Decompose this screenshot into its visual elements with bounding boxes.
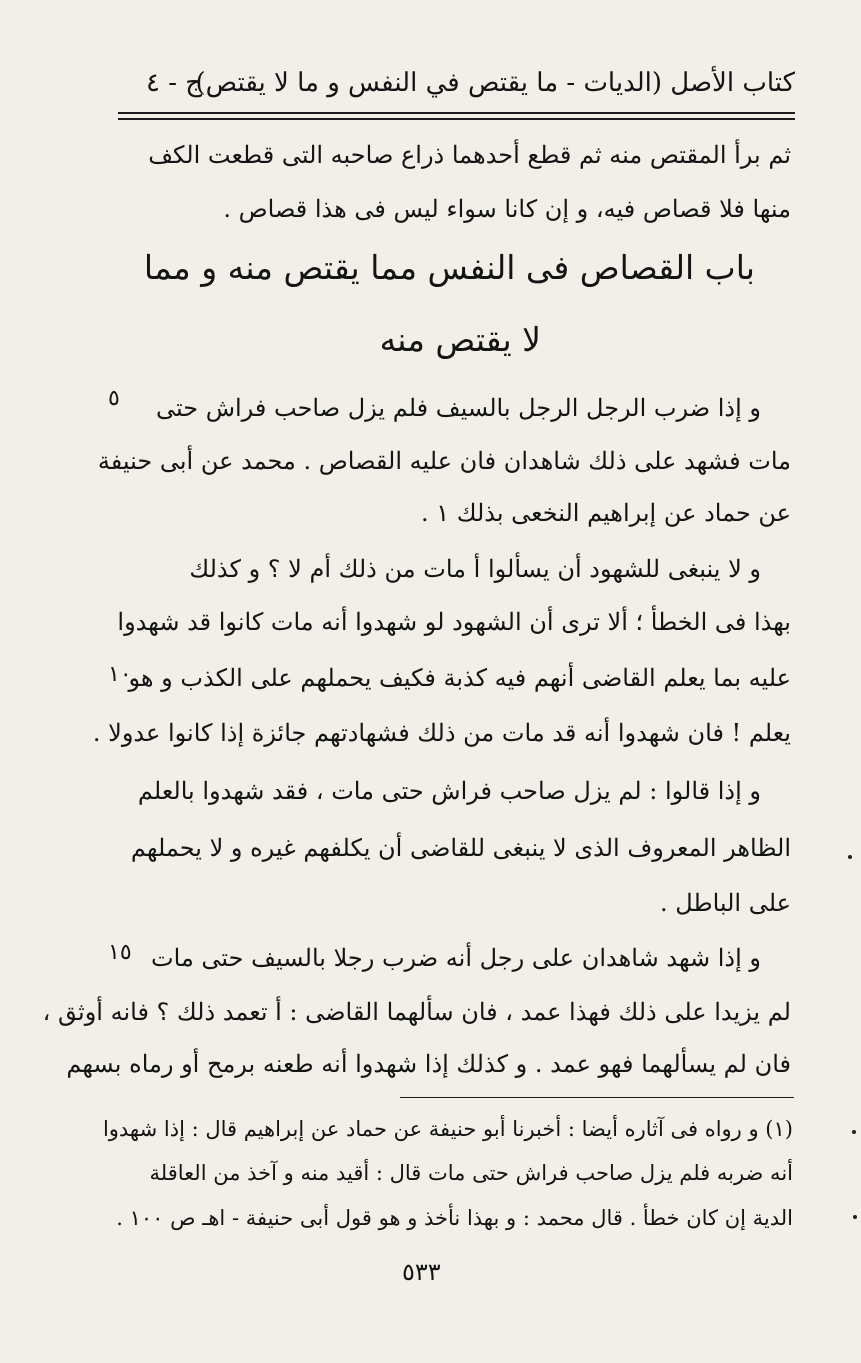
- print-speck: [853, 1215, 857, 1219]
- running-header: [118, 62, 795, 106]
- text-line: لم يزيدا على ذلك فهذا عمد ، فان سألهما القاضى : أ تعمد ذلك ؟ فانه أوثق ،: [42, 998, 791, 1026]
- line-number: ١٥: [108, 940, 132, 965]
- text-line: و إذا قالوا : لم يزل صاحب فراش حتى مات ، فقد شهدوا بالعلم: [137, 777, 761, 805]
- text-line: عن حماد عن إبراهيم النخعى بذلك ١ .: [420, 499, 791, 527]
- text-line: على الباطل .: [660, 889, 791, 917]
- text-line: مات فشهد على ذلك شاهدان فان عليه القصاص . محمد عن أبى حنيفة: [97, 447, 791, 475]
- footnote-line: الدية إن كان خطأ . قال محمد : و بهذا نأخذ و هو قول أبى حنيفة - اهـ ص ١٠٠ .: [116, 1206, 793, 1230]
- text-line: ثم برأ المقتص منه ثم قطع أحدهما ذراع صاحبه التى قطعت الكف: [148, 141, 791, 169]
- chapter-title-line-1: باب القصاص فى النفس مما يقتص منه و مما: [143, 248, 755, 287]
- footnote-line: (١) و رواه فى آثاره أيضا : أخبرنا أبو حنيفة عن حماد عن إبراهيم قال : إذا شهدوا: [102, 1117, 793, 1141]
- line-number: ٥: [108, 386, 120, 411]
- text-line: عليه بما يعلم القاضى أنهم فيه كذبة فكيف يحملهم على الكذب و هو: [128, 664, 791, 692]
- text-line: و إذا شهد شاهدان على رجل أنه ضرب رجلا بالسيف حتى مات: [151, 944, 761, 972]
- text-line: فان لم يسألهما فهو عمد . و كذلك إذا شهدوا أنه طعنه برمح أو رماه بسهم: [66, 1050, 791, 1078]
- volume-number: ج - ٤: [146, 68, 203, 98]
- text-line: يعلم ! فان شهدوا أنه قد مات من ذلك فشهادتهم جائزة إذا كانوا عدولا .: [92, 719, 791, 747]
- header-rule-top: [118, 112, 795, 114]
- footnote-line: أنه ضربه فلم يزل صاحب فراش حتى مات قال : أقيد منه و آخذ من العاقلة: [149, 1161, 793, 1185]
- text-line: بهذا فى الخطأ ؛ ألا ترى أن الشهود لو شهدوا أنه مات كانوا قد شهدوا: [117, 608, 791, 636]
- header-rule-bottom: [118, 118, 795, 120]
- print-speck: [848, 855, 852, 859]
- header-title: كتاب الأصل (الديات - ما يقتص في النفس و ما لا يقتص): [195, 68, 795, 98]
- print-speck: [852, 1130, 856, 1134]
- text-line: منها فلا قصاص فيه، و إن كانا سواء ليس فى هذا قصاص .: [223, 195, 791, 223]
- text-line: و لا ينبغى للشهود أن يسألوا أ مات من ذلك أم لا ؟ و كذلك: [189, 555, 761, 583]
- footnote-rule: [400, 1097, 794, 1098]
- line-number: ١٠: [108, 662, 132, 687]
- page-number: ٥٣٣: [402, 1258, 441, 1286]
- text-line: الظاهر المعروف الذى لا ينبغى للقاضى أن يكلفهم غيره و لا يحملهم: [130, 834, 791, 862]
- text-line: و إذا ضرب الرجل الرجل بالسيف فلم يزل صاحب فراش حتى: [156, 394, 761, 422]
- chapter-title-line-2: لا يقتص منه: [379, 320, 541, 359]
